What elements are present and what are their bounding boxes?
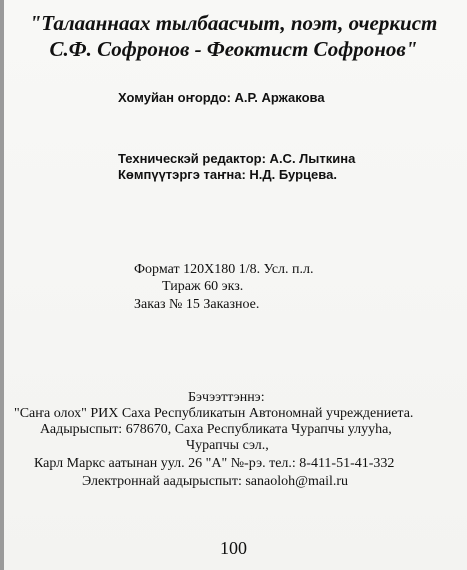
compiler-credit: Хомуйан оҥордо: А.Р. Аржакова bbox=[118, 90, 325, 105]
publisher-email: Электроннай аадырыспыт: sanaoloh@mail.ru bbox=[82, 474, 349, 489]
format-spec: Формат 120Х180 1/8. Усл. п.л. bbox=[134, 262, 314, 277]
printed-by-label: Бэчээттэннэ: bbox=[188, 390, 265, 405]
page-number: 100 bbox=[220, 538, 247, 558]
publisher-address-line-1: Аадырыспыт: 678670, Саха Республиката Чурапчы улууһа, bbox=[40, 422, 392, 437]
publisher-address-line-3: Карл Маркс аатынан уул. 26 "А" №-рэ. тел.: 8-411-51-41-332 bbox=[34, 456, 395, 471]
book-title-line-2: С.Ф. Софронов - Феоктист Софронов" bbox=[49, 37, 418, 61]
page-edge bbox=[0, 0, 4, 570]
circulation-spec: Тираж 60 экз. bbox=[162, 279, 244, 294]
publisher-address-line-2: Чурапчы сэл., bbox=[186, 438, 269, 453]
tech-editor-credit: Техническэй редактор: А.С. Лыткина bbox=[118, 151, 356, 166]
publisher-org: "Саҥа олох" РИХ Саха Республикатын Автономнай учреждениета. bbox=[14, 406, 414, 421]
book-title-line-1: "Талааннаах тылбаасчыт, поэт, очеркист bbox=[29, 11, 438, 35]
computer-typing-credit: Көмпүүтэргэ таҥна: Н.Д. Бурцева. bbox=[118, 167, 337, 182]
order-spec: Заказ № 15 Заказное. bbox=[134, 297, 260, 312]
